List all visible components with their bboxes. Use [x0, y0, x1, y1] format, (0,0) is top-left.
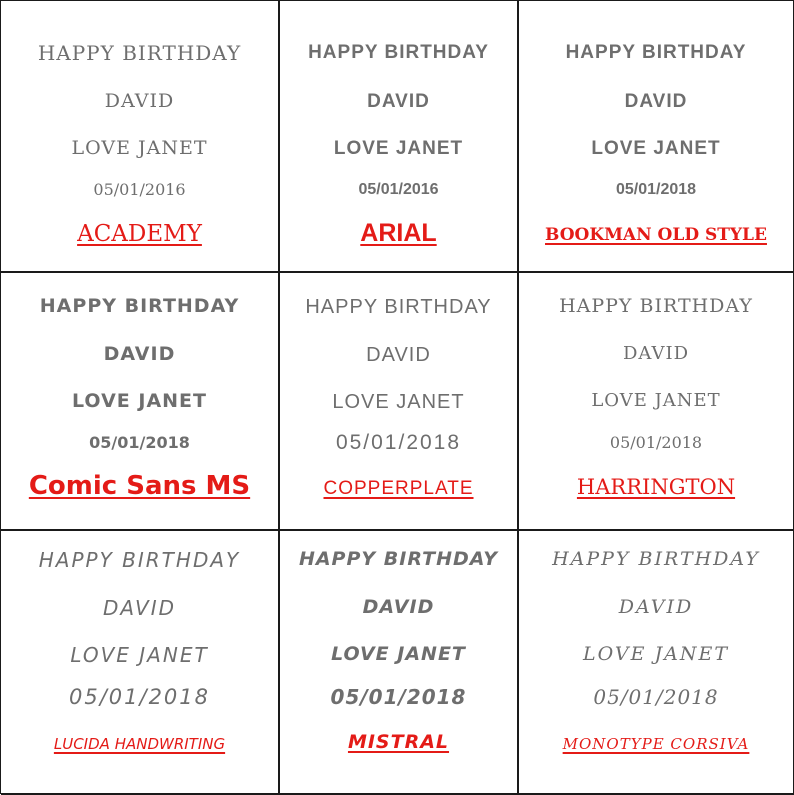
message-line-3: LOVE JANET [591, 390, 721, 411]
message-line-1: HAPPY BIRTHDAY [39, 295, 240, 317]
font-sample-academy [1, 1, 280, 273]
message-line-3: LOVE JANET [583, 643, 729, 665]
font-sample-bookman-old-style [519, 1, 794, 273]
font-name-label: LUCIDA HANDWRITING [53, 735, 226, 753]
message-line-1: HAPPY BIRTHDAY [38, 548, 241, 572]
font-name-label: MONOTYPE CORSIVA [562, 735, 750, 753]
font-name-label: BOOKMAN OLD STYLE [545, 225, 767, 245]
message-line-2: DAVID [104, 90, 175, 112]
message-line-3: LOVE JANET [72, 390, 207, 412]
message-date: 05/01/2018 [615, 181, 697, 198]
message-line-1: HAPPY BIRTHDAY [37, 41, 242, 65]
font-name-label: ARIAL [360, 219, 437, 247]
font-sample-arial [280, 1, 519, 273]
message-line-1: HAPPY BIRTHDAY [552, 548, 760, 570]
font-name-label: Comic Sans MS [28, 471, 251, 501]
message-line-1: HAPPY BIRTHDAY [308, 42, 489, 63]
message-date: 05/01/2018 [335, 431, 462, 454]
font-sample-comic-sans-ms [1, 273, 280, 531]
message-line-2: DAVID [624, 91, 688, 112]
message-date: 05/01/2018 [330, 685, 467, 709]
font-sample-monotype-corsiva [519, 531, 794, 795]
message-line-3: LOVE JANET [71, 137, 208, 159]
message-date: 05/01/2018 [593, 685, 719, 709]
font-name-label: COPPERPLATE [323, 478, 474, 499]
message-line-2: DAVID [102, 596, 177, 620]
message-line-2: DAVID [367, 91, 430, 112]
message-line-2: DAVID [618, 596, 694, 618]
font-sample-harrington [519, 273, 794, 531]
message-line-1: HAPPY BIRTHDAY [559, 295, 753, 317]
message-line-3: LOVE JANET [332, 391, 465, 413]
message-line-3: LOVE JANET [591, 138, 721, 159]
message-line-3: LOVE JANET [331, 643, 466, 665]
message-line-3: LOVE JANET [70, 643, 209, 667]
font-sample-lucida-handwriting [1, 531, 280, 795]
message-line-1: HAPPY BIRTHDAY [565, 42, 747, 63]
message-line-2: DAVID [362, 596, 435, 618]
message-date: 05/01/2016 [358, 181, 439, 198]
message-date: 05/01/2016 [93, 180, 186, 199]
message-line-2: DAVID [622, 343, 690, 364]
message-date: 05/01/2018 [609, 433, 703, 452]
font-name-label: HARRINGTON [576, 475, 736, 499]
message-line-2: DAVID [366, 344, 431, 366]
message-line-1: HAPPY BIRTHDAY [305, 296, 492, 318]
font-sample-copperplate [280, 273, 519, 531]
font-name-label: ACADEMY [77, 221, 202, 247]
font-name-label: MISTRAL [347, 731, 450, 753]
message-line-1: HAPPY BIRTHDAY [298, 548, 499, 570]
message-line-2: DAVID [103, 343, 176, 365]
font-sample-mistral [280, 531, 519, 795]
message-line-3: LOVE JANET [333, 138, 464, 159]
message-date: 05/01/2018 [68, 685, 211, 709]
message-date: 05/01/2018 [89, 433, 190, 452]
